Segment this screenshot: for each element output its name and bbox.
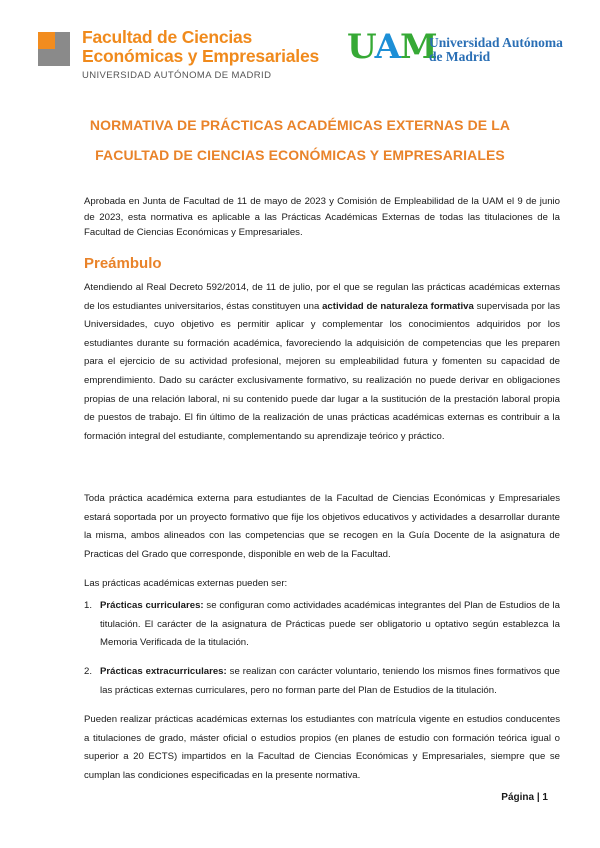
- list-item-text: se configuran como actividades académicas integrantes del Plan de Estudios de la titulación. El carácter de la asignatura de Prácticas puede ser obligatorio u optativo según establezca la Memoria Verificada de la titulación.: [100, 600, 560, 649]
- p1-bold: actividad de naturaleza formativa: [322, 300, 474, 312]
- list-item-label: Prácticas extracurriculares:: [100, 666, 227, 677]
- faculty-name-line2: Económicas y Empresariales: [82, 46, 320, 66]
- preamble-paragraph-1: [84, 279, 560, 446]
- uam-logo: [347, 28, 577, 73]
- preamble-paragraph-4: Pueden realizar prácticas académicas externas los estudiantes con matrícula vigente en estudios conducentes a titulaciones de grado, máster oficial o estudios propios (en planes de estudio con formación teórica igual o superior a 20 ECTS) impartidos en la Facultad de Ciencias Económicas y Empresariales, siempre que se cumplan las condiciones especificadas en la presente normativa.: [84, 714, 560, 781]
- page-number: Página | 1: [501, 792, 548, 803]
- preamble-paragraph-2: Toda práctica académica externa para estudiantes de la Facultad de Ciencias Económicas y Empresariales estará soportada por un proyecto formativo que fije los objetivos educativos y actividades a desarrollar durante la misma, ambos alineados con las competencias que se recogen en la Guía Docente de la asignatura de Practicas del Grado que corresponde, disponible en web de la Facultad.: [84, 493, 560, 560]
- p1-text-b: supervisada por las Universidades, cuyo objetivo es permitir aplicar y complementar los conocimientos adquiridos por los estudiantes durante su formación académica, favoreciendo la adquisición de competencias que les preparen para el ejercicio de su actividad profesional, mejoren su empleabilidad futura y fomenten su capacidad de emprendimiento. Dado su carácter exclusivamente formativo, su realización no puede derivar en obligaciones propias de una relación laboral, ni su contenido puede dar lugar a la sustitución de la prestación laboral propia de puestos de trabajo. El fin último de la realización de unas prácticas académicas externas es contribuir a la formación integral del estudiante, complementando su aprendizaje teórico y práctico.: [84, 300, 561, 442]
- university-subtitle: UNIVERSIDAD AUTÓNOMA DE MADRID: [82, 70, 272, 81]
- section-heading: Preámbulo: [84, 255, 162, 272]
- document-title-line2: FACULTAD DE CIENCIAS ECONÓMICAS Y EMPRESARIALES: [95, 147, 505, 163]
- preamble-paragraph-3: Las prácticas académicas externas pueden ser:: [84, 578, 288, 589]
- document-title-line1: NORMATIVA DE PRÁCTICAS ACADÉMICAS EXTERNAS DE LA: [89, 117, 511, 133]
- list-item-number: 2.: [84, 666, 93, 677]
- uam-name-line2: de Madrid: [429, 49, 491, 64]
- list-item-number: 1.: [84, 600, 93, 611]
- uam-mark-a: A: [374, 27, 400, 67]
- uam-mark-m: M: [400, 27, 437, 67]
- uam-logo-mark: [347, 28, 437, 66]
- list-item: [84, 663, 560, 700]
- uam-name: [429, 36, 563, 64]
- list-item-text: se realizan con carácter voluntario, teniendo los mismos fines formativos que las prácticas externas curriculares, pero no forman parte del Plan de Estudios de la titulación.: [100, 666, 561, 696]
- faculty-logo-mark: [38, 32, 70, 66]
- faculty-logo: [38, 27, 338, 87]
- uam-mark-u: U: [347, 27, 375, 67]
- list-item: [84, 597, 560, 653]
- faculty-name: [82, 28, 319, 66]
- p1-text-a: Atendiendo al Real Decreto 592/2014, de 11 de julio, por el que se regulan las prácticas académicas externas de los estudiantes universitarios, éstas constituyen una: [84, 282, 560, 312]
- faculty-name-line1: Facultad de Ciencias: [82, 27, 253, 47]
- list-item-label: Prácticas curriculares:: [100, 600, 204, 611]
- intro-paragraph: Aprobada en Junta de Facultad de 11 de mayo de 2023 y Comisión de Empleabilidad de la UAM el 9 de junio de 2023, esta normativa es aplicable a las Prácticas Académicas Externas de todas las titulaciones de la Facultad de Ciencias Económicas y Empresariales.: [84, 196, 560, 238]
- uam-name-line1: Universidad Autónoma: [429, 35, 563, 50]
